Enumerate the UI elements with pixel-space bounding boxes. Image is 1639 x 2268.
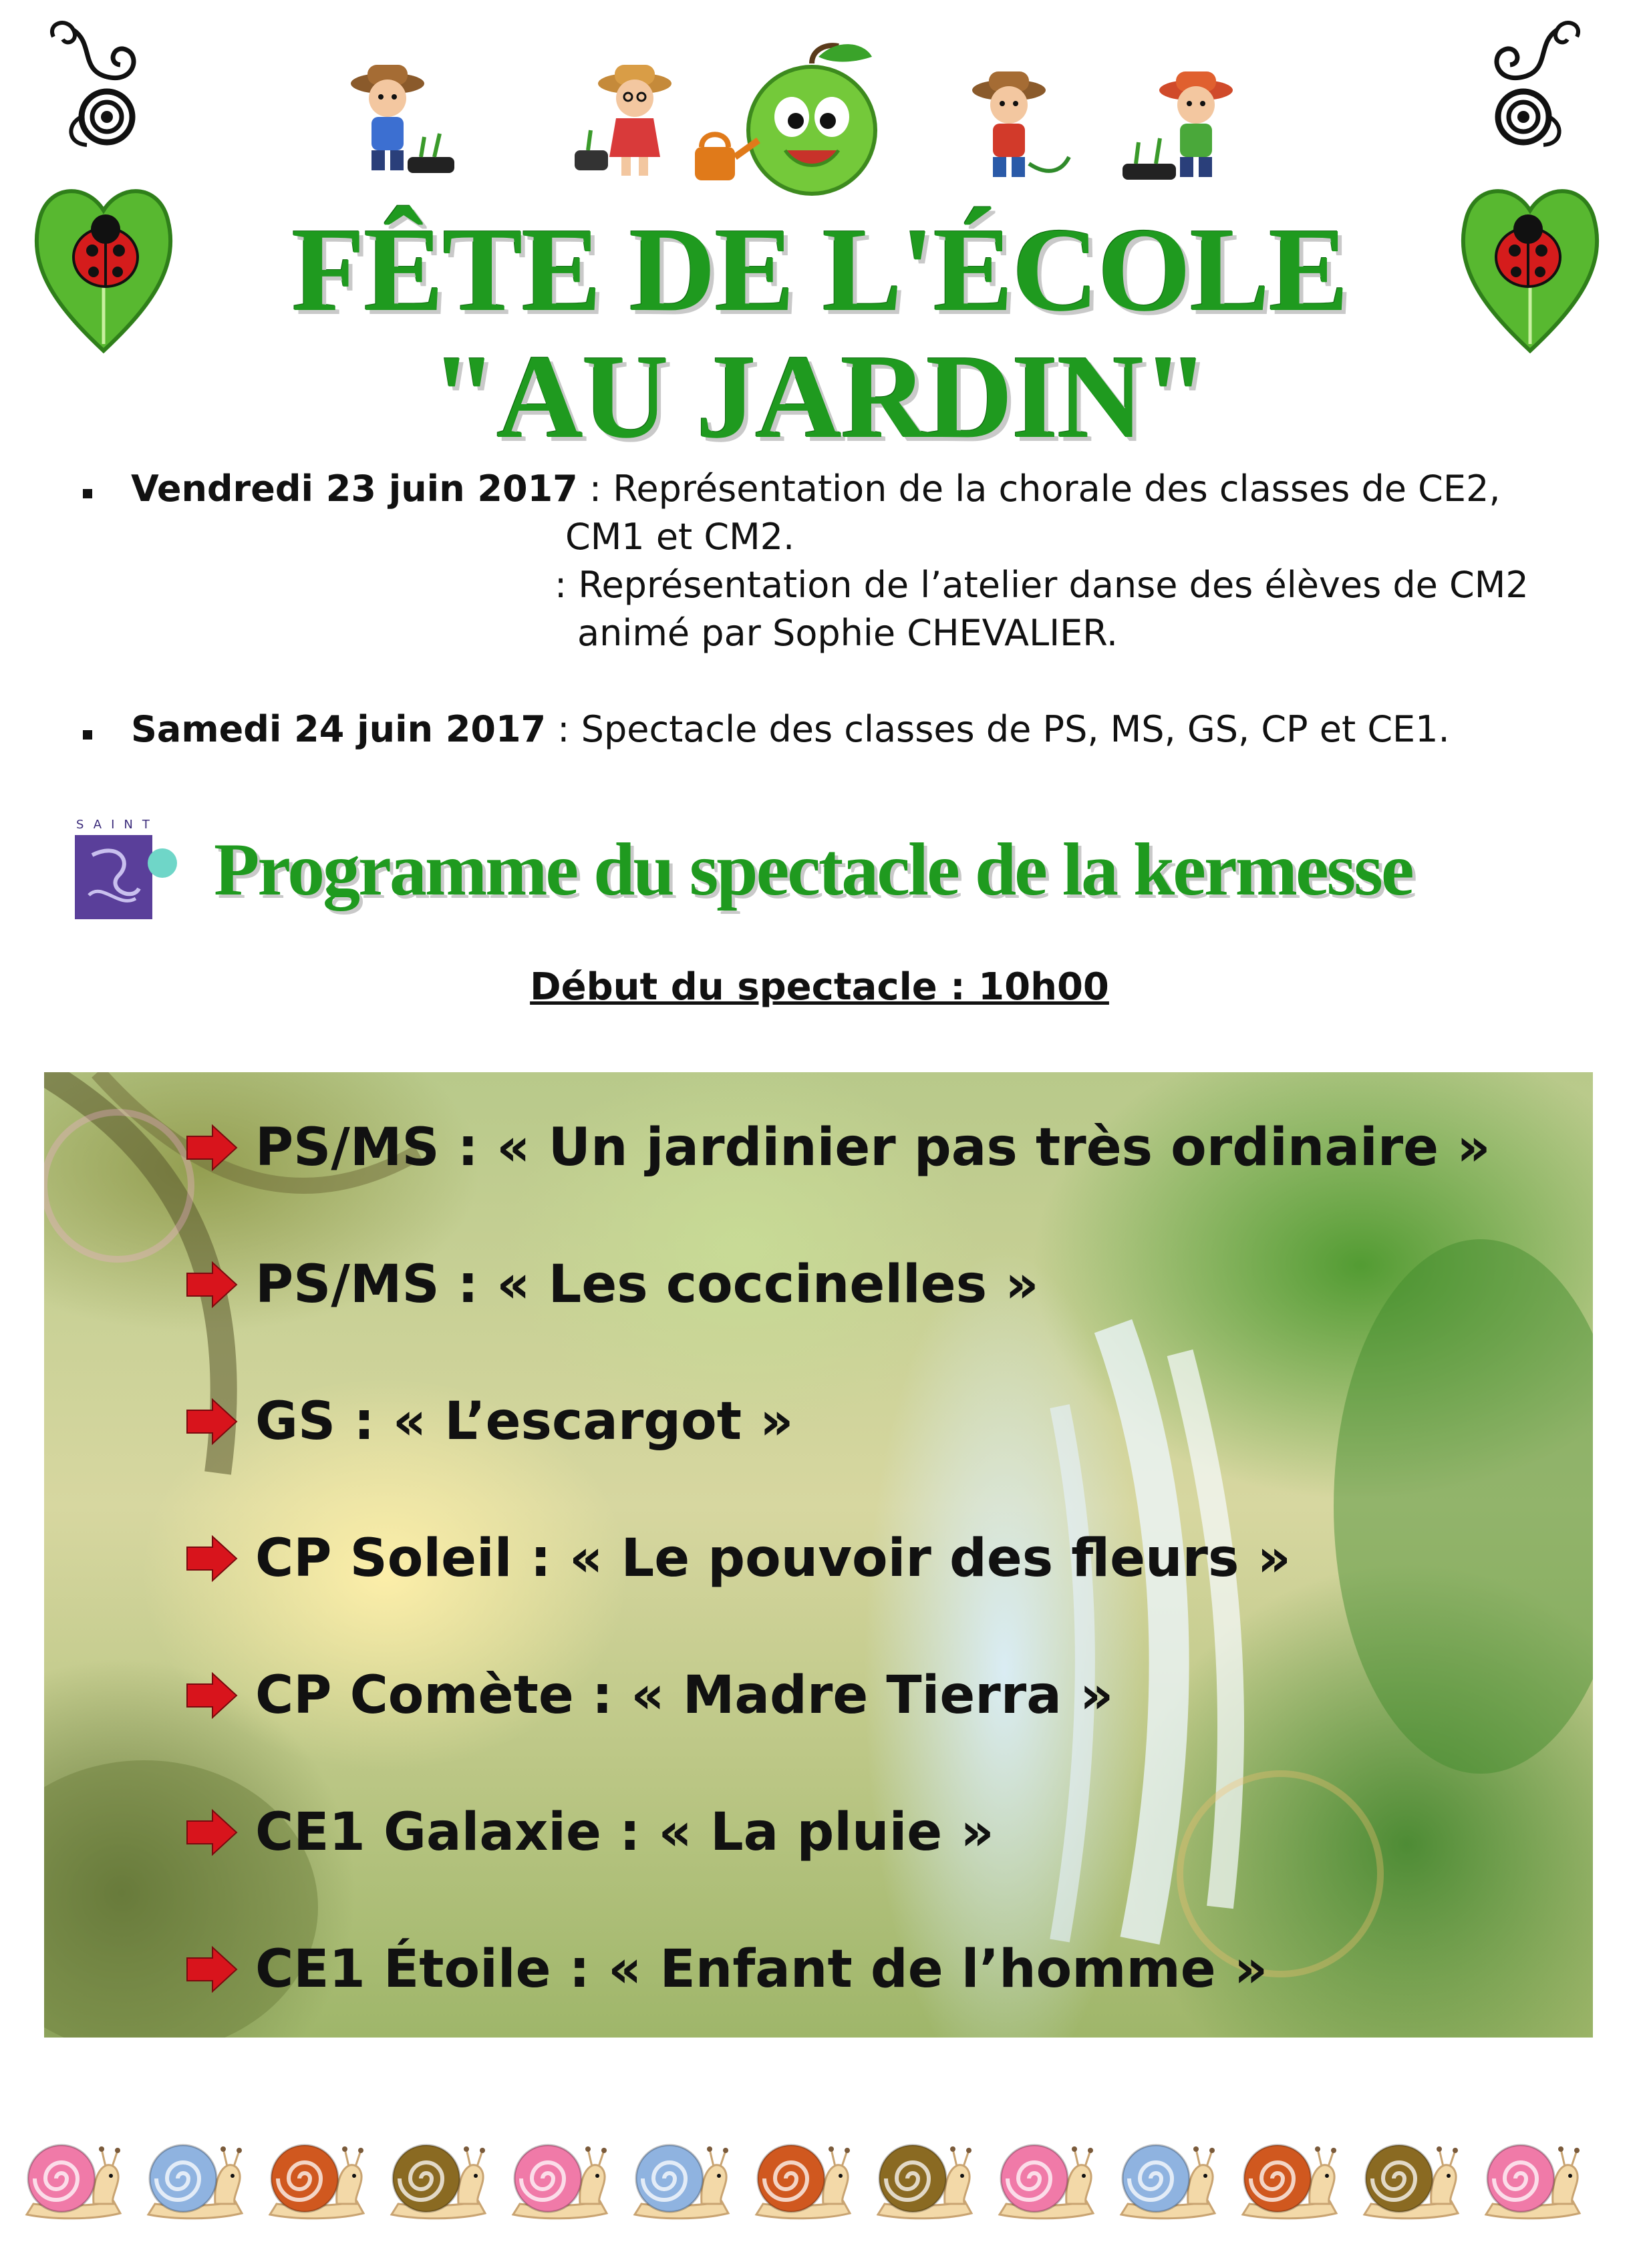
poster-title-line-2: "AU JARDIN": [431, 330, 1208, 463]
saint-school-logo: [72, 815, 179, 922]
swirl-ornament-left-icon: [40, 17, 154, 150]
kid-gardener-4-icon: [1123, 63, 1243, 190]
show-start-time: Début du spectacle : 10h00: [530, 965, 1109, 1009]
snail-icon: [621, 2134, 735, 2228]
friday-line-1: [131, 468, 1500, 510]
saturday-text-1: : Spectacle des classes de PS, MS, GS, CP et CE1.: [546, 708, 1450, 750]
programme-item-3: GS : « L’escargot »: [255, 1392, 794, 1452]
poster-title-line-1: FÊTE DE L'ÉCOLE: [291, 203, 1348, 336]
programme-item-2: PS/MS : « Les coccinelles »: [255, 1255, 1039, 1315]
red-arrow-icon: [186, 1809, 238, 1856]
snail-icon: [1229, 2134, 1343, 2228]
programme-item-6: CE1 Galaxie : « La pluie »: [255, 1802, 994, 1862]
kid-gardener-2-icon: [575, 57, 695, 184]
red-arrow-icon: [186, 1261, 238, 1308]
logo-text: SAINT: [76, 818, 159, 832]
saturday-line-1: [131, 708, 1450, 750]
friday-text-1: : Représentation de la chorale des classes de CE2,: [577, 468, 1501, 510]
snail-icon: [1108, 2134, 1221, 2228]
snail-icon: [1473, 2134, 1586, 2228]
programme-item-4: CP Soleil : « Le pouvoir des fleurs »: [255, 1528, 1291, 1589]
kid-gardener-3-icon: [955, 63, 1076, 190]
snail-icon: [500, 2134, 613, 2228]
programme-panel: [44, 1072, 1593, 2038]
red-arrow-icon: [186, 1124, 238, 1171]
red-arrow-icon: [186, 1672, 238, 1719]
swirl-ornament-right-icon: [1477, 17, 1590, 150]
red-arrow-icon: [186, 1535, 238, 1582]
friday-text-3: : Représentation de l’atelier danse des élèves de CM2: [555, 564, 1529, 606]
friday-date: Vendredi 23 juin 2017: [131, 468, 578, 510]
snail-icon: [135, 2134, 249, 2228]
programme-item-5: CP Comète : « Madre Tierra »: [255, 1665, 1114, 1726]
bullet-friday-icon: [83, 489, 92, 498]
programme-item-7: CE1 Étoile : « Enfant de l’homme »: [255, 1939, 1268, 1999]
friday-text-2: CM1 et CM2.: [565, 516, 795, 558]
bullet-saturday-icon: [83, 730, 92, 740]
red-arrow-icon: [186, 1946, 238, 1993]
kid-gardener-1-icon: [341, 57, 461, 184]
programme-title: Programme du spectacle de la kermesse: [214, 828, 1412, 911]
saturday-date: Samedi 24 juin 2017: [131, 708, 547, 750]
programme-item-1: PS/MS : « Un jardinier pas très ordinaire »: [255, 1118, 1491, 1178]
snail-icon: [1351, 2134, 1465, 2228]
red-arrow-icon: [186, 1398, 238, 1445]
friday-text-4: animé par Sophie CHEVALIER.: [577, 612, 1118, 654]
snail-icon: [13, 2134, 127, 2228]
snail-icon: [865, 2134, 978, 2228]
snail-icon: [986, 2134, 1100, 2228]
snail-icon: [378, 2134, 492, 2228]
snail-icon: [257, 2134, 370, 2228]
watering-can-icon: [682, 127, 762, 194]
snail-icon: [743, 2134, 857, 2228]
